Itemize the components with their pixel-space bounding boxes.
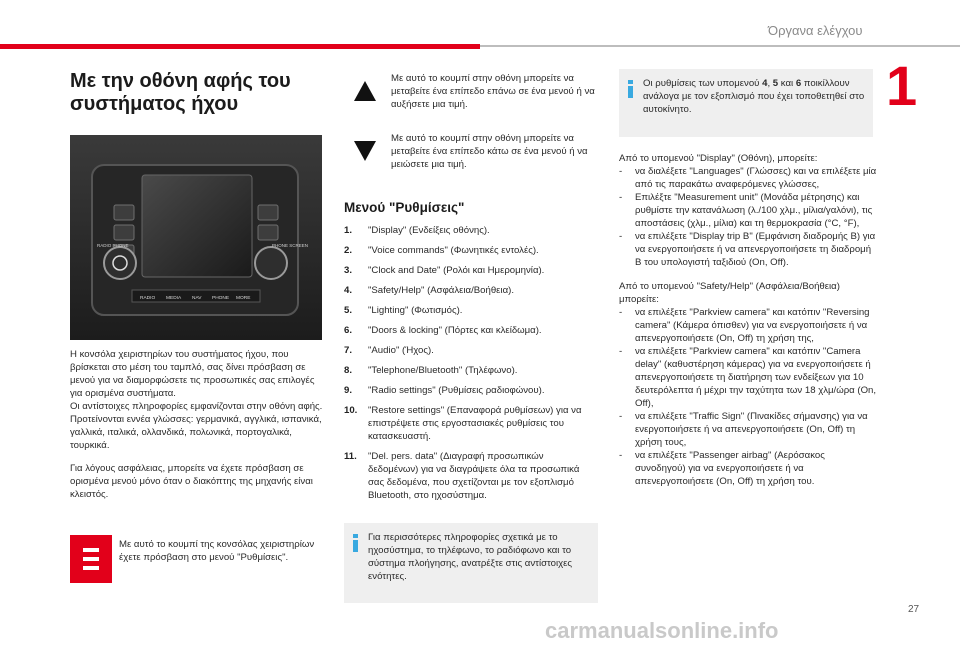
menu-button-note bbox=[70, 535, 315, 587]
chapter-number: 1 bbox=[886, 54, 918, 117]
item-number: 2. bbox=[344, 245, 353, 256]
list-item bbox=[344, 404, 594, 443]
settings-menu-title: Μενού "Ρυθμίσεις" bbox=[344, 200, 465, 215]
item-text: "Del. pers. data" (Διαγραφή προσωπικών δεδομένων) για να διαγράψετε όλα τα προσωπικά σας δεδομένα, που σχετίζονται με τον εξοπλισμό Bluetooth, στο ηχοσύστημα. bbox=[368, 451, 580, 501]
list-item: - να διαλέξετε "Languages" (Γλώσσες) και να επιλέξετε μία από τις παρακάτω αναφερόμενες γλώσσες, bbox=[619, 166, 877, 190]
item-text: "Display" (Ενδείξεις οθόνης). bbox=[368, 225, 490, 236]
list-item bbox=[344, 244, 594, 257]
list-item bbox=[344, 344, 594, 357]
intro-paragraph-4: Για λόγους ασφάλειας, μπορείτε να έχετε πρόσβαση σε ορισμένα μενού μόνο όταν ο διακόπτης της μηχανής είναι κλειστός. bbox=[70, 463, 313, 500]
page-title: Με την οθόνη αφής του συστήματος ήχου bbox=[70, 70, 291, 115]
item-number: 6. bbox=[344, 325, 353, 336]
settings-menu-icon bbox=[70, 535, 112, 583]
info-icon bbox=[353, 534, 358, 552]
list-item: - να επιλέξετε "Display trip B" (Εμφάνιση διαδρομής B) για να ενεργοποιήσετε ή να απενεργοποιήσετε τη διαδρομή B του υπολογιστή ταξιδιού (On, Off). bbox=[619, 231, 876, 268]
item-text: "Voice commands" (Φωνητικές εντολές). bbox=[368, 245, 539, 256]
list-item: - να επιλέξετε "Parkview camera" και κατόπιν "Reversing camera" (Κάμερα όπισθεν) για να ενεργοποιήσετε ή να απενεργοποιήσετε (On, Off) τη χρήση της, bbox=[619, 307, 870, 344]
console-btn-3: NAV bbox=[192, 296, 202, 301]
settings-menu-list bbox=[344, 224, 594, 509]
header-accent-bar bbox=[0, 44, 480, 49]
safety-submenu bbox=[619, 280, 877, 488]
list-item bbox=[344, 224, 594, 237]
more-info-box bbox=[344, 523, 598, 603]
list-item bbox=[344, 450, 594, 502]
up-arrow-text: Με αυτό το κουμπί στην οθόνη μπορείτε να μεταβείτε ένα επίπεδο επάνω σε ένα μενού ή να αυξήσετε μια τιμή. bbox=[391, 73, 595, 110]
console-side-left-label: RADIO PHONE bbox=[97, 243, 129, 248]
item-number: 4. bbox=[344, 285, 353, 296]
item-number: 11. bbox=[344, 451, 357, 462]
list-item bbox=[344, 284, 594, 297]
info-icon bbox=[628, 80, 633, 98]
item-text: "Radio settings" (Ρυθμίσεις ραδιοφώνου). bbox=[368, 385, 545, 396]
list-item: - να επιλέξετε "Parkview camera" και κατόπιν "Camera delay" (καθυστέρηση κάμερας) για να ενεργοποιήσετε ή απενεργοποιήσετε τη διατήρηση των ενδείξεων για 10 δευτερόλεπτα ή μέχρι την ταχύτητα των 18 χλμ/ώρα (On, Off), bbox=[619, 346, 877, 409]
console-btn-5: MORE bbox=[236, 296, 251, 301]
item-text: "Clock and Date" (Ρολόι και Ημερομηνία). bbox=[368, 265, 545, 276]
submenu-details bbox=[619, 152, 877, 499]
list-item: - να επιλέξετε "Traffic Sign" (Πινακίδες σήμανσης) για να ενεργοποιήσετε ή να απενεργοποιήσετε (On, Off) τη χρήση τους, bbox=[619, 411, 868, 448]
audio-console-photo bbox=[70, 135, 322, 340]
item-text: "Telephone/Bluetooth" (Τηλέφωνο). bbox=[368, 365, 518, 376]
list-item bbox=[344, 324, 594, 337]
item-text: "Doors & locking" (Πόρτες και κλείδωμα). bbox=[368, 325, 542, 336]
intro-paragraph-1: Η κονσόλα χειριστηρίων του συστήματος ήχου, που βρίσκεται στο μέση του ταμπλό, σας δίνει πρόσβαση σε μενού για να διαμορφώσετε τις προσωπικές σας επιλογές για ορισμένα συστήματα. bbox=[70, 349, 315, 399]
intro-paragraph-2: Οι αντίστοιχες πληροφορίες εμφανίζονται στην οθόνη αφής. bbox=[70, 401, 323, 412]
header-rule bbox=[480, 45, 960, 47]
intro-paragraph-3: Προτείνονται εννέα γλώσσες: γερμανικά, αγγλικά, ισπανικά, γαλλικά, ιταλικά, ολλανδικά, πολωνικά, πορτογαλικά, τουρκικά. bbox=[70, 414, 322, 451]
submenu-variation-box bbox=[619, 69, 873, 137]
submenu-variation-text: Οι ρυθμίσεις των υπομενού 4, 5 και 6 ποικίλλουν ανάλογα με τον εξοπλισμό που έχει τοποθετηθεί στο αυτοκίνητο. bbox=[643, 78, 865, 115]
down-arrow-text: Με αυτό το κουμπί στην οθόνη μπορείτε να μεταβείτε ένα επίπεδο κάτω σε ένα μενού ή να μειώσετε μια τιμή. bbox=[391, 133, 588, 170]
list-item: - να επιλέξετε "Passenger airbag" (Αερόσακος συνοδηγού) για να ενεργοποιήσετε ή να απενεργοποιήσετε (On, Off) τη χρήση του. bbox=[619, 450, 825, 487]
console-btn-1: RADIO bbox=[140, 296, 156, 301]
watermark: carmanualsonline.info bbox=[545, 618, 779, 643]
item-number: 1. bbox=[344, 225, 353, 236]
item-number: 9. bbox=[344, 385, 353, 396]
more-info-text: Για περισσότερες πληροφορίες σχετικά με το ηχοσύστημα, το τηλέφωνο, το ραδιόφωνο και το σύστημα πλοήγησης, ανατρέξτε στις αντίστοιχες ενότητες. bbox=[368, 532, 573, 582]
list-item bbox=[344, 384, 594, 397]
section-label: Όργανα ελέγχου bbox=[768, 23, 863, 38]
item-number: 7. bbox=[344, 345, 353, 356]
intro-text bbox=[70, 348, 326, 501]
item-text: "Lighting" (Φωτισμός). bbox=[368, 305, 463, 316]
console-btn-2: MEDIA bbox=[166, 296, 182, 301]
safety-intro: Από το υπομενού "Safety/Help" (Ασφάλεια/Βοήθεια) μπορείτε: bbox=[619, 281, 840, 305]
list-item bbox=[344, 364, 594, 377]
list-item bbox=[344, 264, 594, 277]
down-arrow-icon bbox=[354, 141, 376, 161]
list-item bbox=[344, 304, 594, 317]
item-number: 8. bbox=[344, 365, 353, 376]
list-item: - Επιλέξτε "Measurement unit" (Μονάδα μέτρησης) και ρυθμίστε την κατανάλωση (λ./100 χλμ., μίλια/γαλόνι), τις αποστάσεις (χλμ., μίλια) και τη θερμοκρασία (°C, °F), bbox=[619, 192, 873, 229]
page-number: 27 bbox=[908, 604, 920, 615]
item-number: 10. bbox=[344, 405, 358, 416]
item-text: "Restore settings" (Επαναφορά ρυθμίσεων) για να επιστρέψετε στις εργοστασιακές ρυθμίσεις του κατασκευαστή. bbox=[368, 405, 582, 442]
console-side-right-label: PHONE SCREEN bbox=[272, 243, 309, 248]
display-submenu bbox=[619, 152, 877, 269]
console-btn-4: PHONE bbox=[212, 296, 230, 301]
audio-console-illustration bbox=[70, 135, 322, 340]
item-number: 5. bbox=[344, 305, 353, 316]
item-number: 3. bbox=[344, 265, 353, 276]
item-text: "Safety/Help" (Ασφάλεια/Βοήθεια). bbox=[368, 285, 514, 296]
item-text: "Audio" (Ήχος). bbox=[368, 345, 434, 356]
menu-button-text: Με αυτό το κουμπί της κονσόλας χειριστηρίων έχετε πρόσβαση στο μενού "Ρυθμίσεις". bbox=[119, 539, 315, 563]
display-intro: Από το υπομενού "Display" (Οθόνη), μπορείτε: bbox=[619, 153, 818, 164]
up-arrow-icon bbox=[354, 81, 376, 101]
